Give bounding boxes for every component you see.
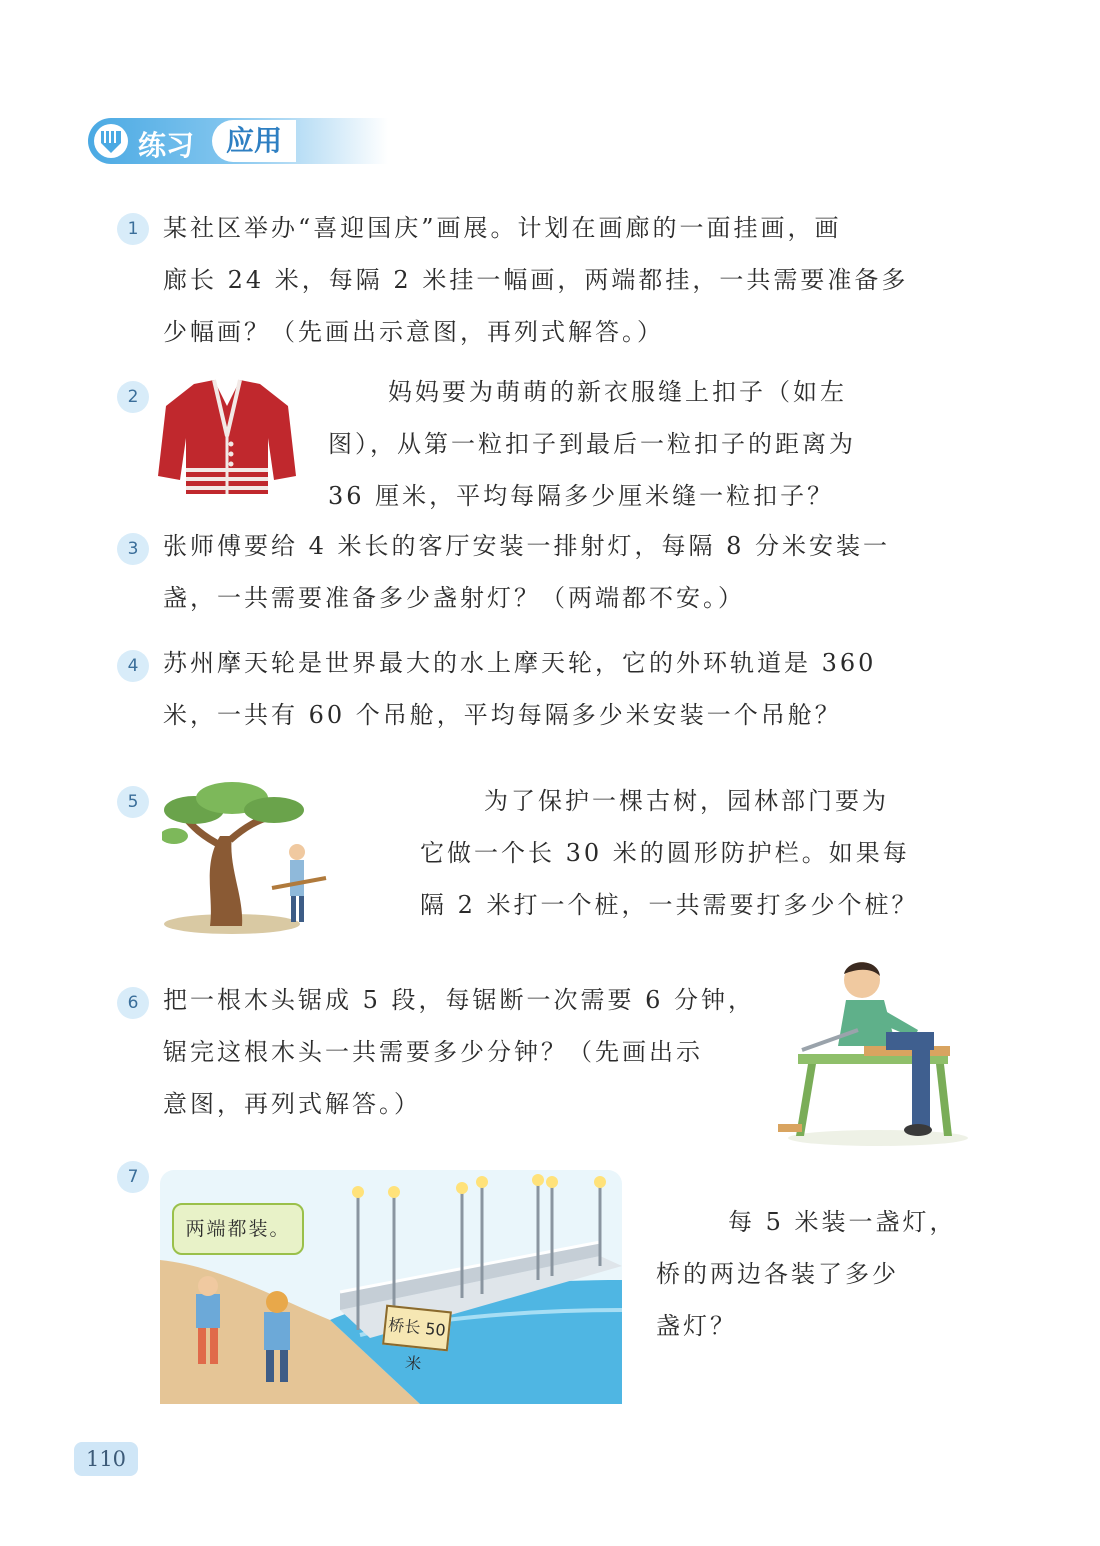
pencil-icon bbox=[94, 124, 128, 158]
problem-7-text bbox=[656, 1196, 957, 1352]
section-subtitle: 应用 bbox=[212, 120, 296, 162]
problem-number: 3 bbox=[117, 533, 149, 565]
text-line: 苏州摩天轮是世界最大的水上摩天轮，它的外环轨道是 360 bbox=[163, 649, 877, 677]
sawing-boy-illustration bbox=[768, 950, 976, 1154]
problem-number: 5 bbox=[117, 786, 149, 818]
text-line: 廊长 24 米，每隔 2 米挂一幅画，两端都挂，一共需要准备多 bbox=[163, 266, 909, 294]
problem-5-text bbox=[420, 775, 919, 931]
text-line: 少幅画？（先画出示意图，再列式解答。） bbox=[163, 318, 664, 346]
text-line: 妈妈要为萌萌的新衣服缝上扣子（如左 bbox=[388, 378, 847, 406]
text-line: 为了保护一棵古树，园林部门要为 bbox=[484, 787, 889, 815]
problem-number: 7 bbox=[117, 1161, 149, 1193]
section-title: 练习 bbox=[138, 129, 195, 162]
text-line: 它做一个长 30 米的圆形防护栏。如果每 bbox=[420, 839, 910, 867]
problem-number: 4 bbox=[117, 650, 149, 682]
problem-number: 1 bbox=[117, 213, 149, 245]
text-line: 张师傅要给 4 米长的客厅安装一排射灯，每隔 8 分米安装一 bbox=[163, 532, 891, 560]
text-line: 图），从第一粒扣子到最后一粒扣子的距离为 bbox=[328, 430, 856, 458]
problem-3-text bbox=[163, 520, 890, 624]
text-line: 盏，一共需要准备多少盏射灯？（两端都不安。） bbox=[163, 584, 745, 612]
text-line: 隔 2 米打一个桩，一共需要打多少个桩？ bbox=[420, 891, 919, 919]
text-line: 把一根木头锯成 5 段，每锯断一次需要 6 分钟， bbox=[163, 986, 756, 1014]
problem-number: 6 bbox=[117, 987, 149, 1019]
text-line: 盏灯？ bbox=[656, 1312, 737, 1340]
problem-6-text bbox=[163, 974, 755, 1130]
speech-bubble: 两端都装。 bbox=[172, 1203, 304, 1255]
text-line: 某社区举办“喜迎国庆”画展。计划在画廊的一面挂画，画 bbox=[163, 214, 842, 242]
section-banner bbox=[88, 118, 388, 164]
bridge-length-sign: 桥长 50 米 bbox=[382, 1305, 452, 1352]
text-line: 意图，再列式解答。） bbox=[163, 1090, 421, 1118]
text-line: 36 厘米，平均每隔多少厘米缝一粒扣子？ bbox=[328, 482, 835, 510]
text-line: 米，一共有 60 个吊舱，平均每隔多少米安装一个吊舱？ bbox=[163, 701, 842, 729]
problem-1-text bbox=[163, 202, 908, 358]
text-line: 每 5 米装一盏灯， bbox=[728, 1208, 957, 1236]
ancient-tree-illustration bbox=[162, 776, 342, 940]
text-line: 桥的两边各装了多少 bbox=[656, 1260, 899, 1288]
problem-4-text bbox=[163, 637, 876, 741]
problem-2-text bbox=[328, 366, 856, 522]
page-number: 110 bbox=[74, 1442, 138, 1476]
cardigan-illustration bbox=[156, 376, 298, 500]
problem-number: 2 bbox=[117, 381, 149, 413]
text-line: 锯完这根木头一共需要多少分钟？（先画出示 bbox=[163, 1038, 703, 1066]
